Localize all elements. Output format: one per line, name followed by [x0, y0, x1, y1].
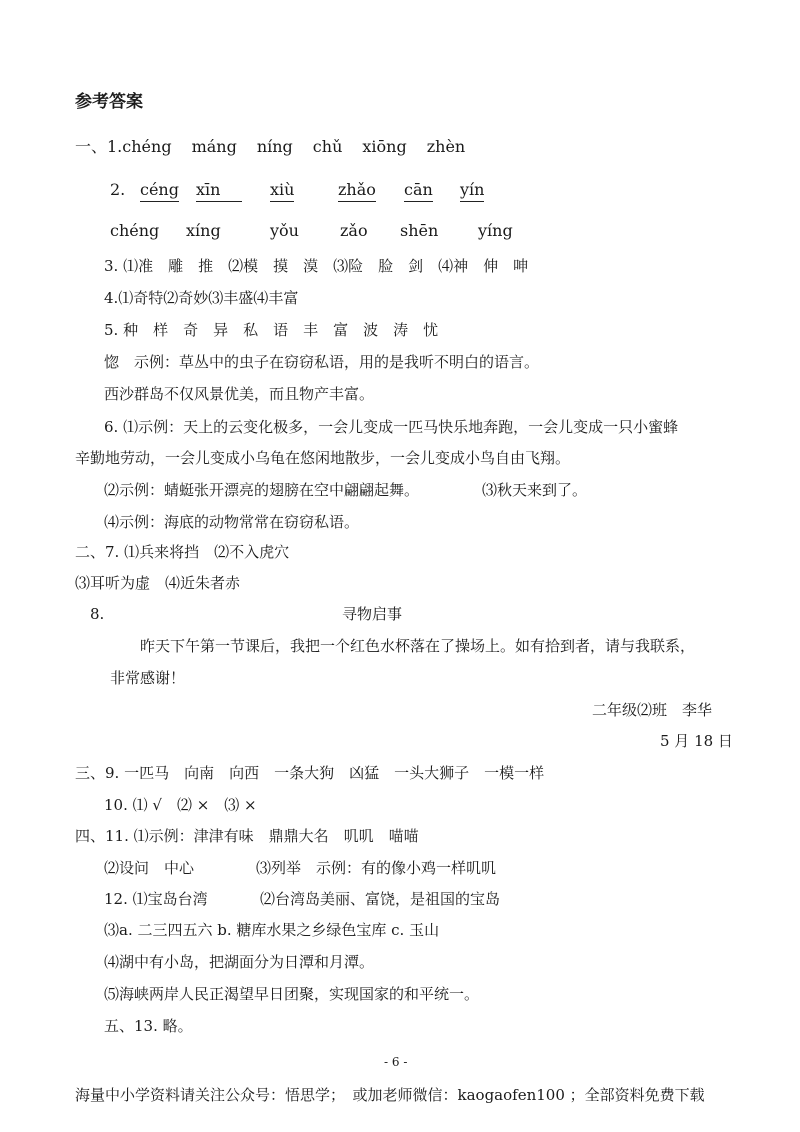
pinyin-item: zhèn [426, 137, 466, 156]
answer-q11-part3: ⑶列举 示例：有的像小鸡一样叽叽 [256, 859, 497, 877]
answer-q12-part5: ⑸海峡两岸人民正渴望早日团聚，实现国家的和平统一。 [104, 985, 480, 1003]
answer-q5: 5. 种 样 奇 异 私 语 丰 富 波 涛 忧 [104, 321, 439, 339]
answer-q8-label: 8. [90, 605, 105, 623]
answer-q12-part1: 12. ⑴宝岛台湾 [104, 890, 208, 908]
answer-q5-cont: 惚 示例：草丛中的虫子在窃窃私语，用的是我听不明白的语言。 [104, 353, 540, 371]
pinyin-item: cān [404, 180, 433, 202]
answer-q7-line2: ⑶耳听为虚 ⑷近朱者赤 [75, 574, 241, 592]
pinyin-item: xíng [186, 221, 221, 240]
answer-q6-line1: 6. ⑴示例：天上的云变化极多，一会儿变成一匹马快乐地奔跑，一会儿变成一只小蜜蜂 [104, 418, 679, 436]
answer-q12-part2: ⑵台湾岛美丽、富饶，是祖国的宝岛 [260, 890, 501, 908]
notice-date: 5 月 18 日 [660, 732, 733, 750]
answer-q5-cont2: 西沙群岛不仅风景优美，而且物产丰富。 [104, 385, 375, 403]
pinyin-item: yíng [478, 221, 513, 240]
answer-q11-line1: 四、11. ⑴示例：津津有味 鼎鼎大名 叽叽 喵喵 [75, 827, 419, 845]
q1-label: 一、1. [75, 137, 123, 156]
pinyin-item: céng [140, 180, 179, 202]
notice-body-line1: 昨天下午第一节课后，我把一个红色水杯落在了操场上。如有拾到者，请与我联系， [140, 637, 696, 655]
pinyin-item: xīn [196, 180, 242, 202]
pinyin-item: chéng [122, 137, 172, 156]
answer-q12-part4: ⑷湖中有小岛，把湖面分为日潭和月潭。 [104, 953, 375, 971]
pinyin-item: yín [460, 180, 484, 202]
pinyin-item: chéng [110, 221, 160, 240]
pinyin-item: yǒu [270, 221, 299, 240]
pinyin-item: xiōng [362, 137, 407, 156]
notice-title: 寻物启事 [342, 605, 403, 623]
answer-q6-line2: 辛勤地劳动，一会儿变成小乌龟在悠闲地散步，一会儿变成小鸟自由飞翔。 [75, 449, 571, 467]
pinyin-item: máng [191, 137, 237, 156]
pinyin-item: níng [256, 137, 293, 156]
notice-body-line2: 非常感谢！ [110, 669, 186, 687]
pinyin-item: chǔ [312, 137, 343, 156]
q2-label: 2. [110, 180, 126, 199]
pinyin-item: xiù [270, 180, 294, 202]
page-number: - 6 - [384, 1055, 408, 1069]
answer-q6-part4: ⑷示例：海底的动物常常在窃窃私语。 [104, 513, 360, 531]
page-title: 参考答案 [75, 92, 143, 112]
answer-q6-part2: ⑵示例：蜻蜓张开漂亮的翅膀在空中翩翩起舞。 [104, 481, 420, 499]
answer-q9: 三、9. 一匹马 向南 向西 一条大狗 凶猛 一头大狮子 一模一样 [75, 764, 545, 782]
answer-q12-part3: ⑶a. 二三四五六 b. 糖库水果之乡绿色宝库 c. 玉山 [104, 921, 440, 939]
q1-row [75, 137, 465, 157]
pinyin-item: shēn [400, 221, 439, 240]
answer-q6-part3: ⑶秋天来到了。 [482, 481, 588, 499]
pinyin-item: zhǎo [338, 180, 376, 202]
answer-q7-line1: 二、7. ⑴兵来将挡 ⑵不入虎穴 [75, 543, 290, 561]
pinyin-item: zǎo [340, 221, 368, 240]
answer-q11-part2: ⑵设问 中心 [104, 859, 195, 877]
answer-q13: 五、13. 略。 [104, 1017, 193, 1035]
answer-q10: 10. ⑴ √ ⑵ × ⑶ × [104, 796, 257, 814]
footer-note: 海量中小学资料请关注公众号：悟思学； 或加老师微信：kaogaofen100 ；全部资料免费下载 [75, 1086, 705, 1104]
answer-q4: 4.⑴奇特⑵奇妙⑶丰盛⑷丰富 [104, 289, 299, 307]
notice-signature: 二年级⑵班 李华 [592, 701, 713, 719]
answer-q3: 3. ⑴准 雕 推 ⑵模 摸 漠 ⑶险 脸 剑 ⑷神 伸 呻 [104, 257, 529, 275]
